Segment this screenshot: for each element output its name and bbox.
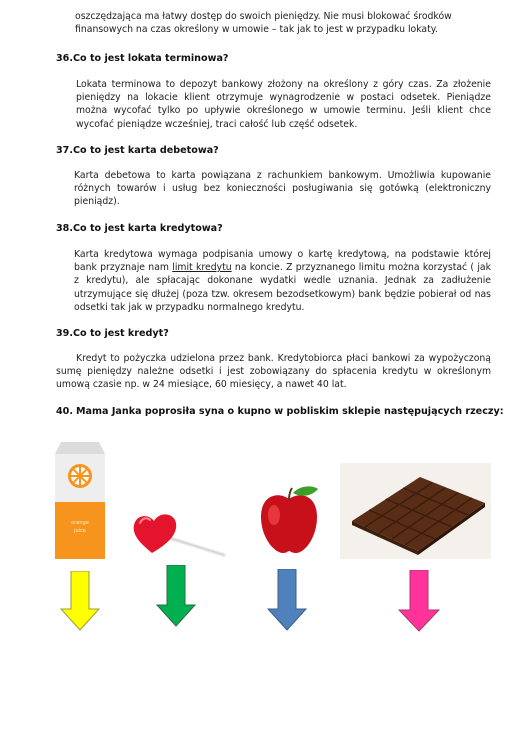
question-number: 36.	[56, 53, 73, 64]
question-number: 37.	[56, 145, 73, 156]
answer-36: Lokata terminowa to depozyt bankowy złożony na określony z góry czas. Za złożenie pieniędzy na lokacie klient otrzymuje wynagrodzenie w postaci odsetek. Pieniądze można wycofać tylko po upływie określonego w umowie terminu. Jeśli klient chce wycofać pieniądze wcześniej, traci całość lub część odsetek.	[76, 79, 491, 130]
blue-down-arrow-icon	[267, 569, 307, 631]
intro-line-1: oszczędzająca ma łatwy dostęp do swoich pieniędzy. Nie musi blokować środków	[75, 11, 452, 22]
heart-lollipop-image	[130, 505, 226, 560]
question-number: 40.	[56, 406, 73, 417]
intro-paragraph	[75, 10, 491, 36]
orange-juice-carton-image	[55, 442, 105, 559]
carton-label-line-1: orange	[71, 520, 89, 526]
question-text: Co to jest karta kredytowa?	[73, 223, 223, 234]
question-number: 38.	[56, 223, 73, 234]
credit-limit-link[interactable]: limit kredytu	[172, 262, 232, 274]
intro-line-2: finansowych na czas określony w umowie – tak jak to jest w przypadku lokaty.	[75, 24, 438, 36]
question-text: Mama Janka poprosiła syna o kupno w pobliskim sklepie następujących rzeczy:	[76, 406, 504, 417]
question-38	[56, 222, 223, 235]
question-number: 39.	[56, 328, 73, 339]
question-text: Co to jest kredyt?	[73, 328, 169, 339]
answer-38	[74, 248, 491, 314]
green-down-arrow-icon	[156, 565, 196, 627]
question-text: Co to jest lokata terminowa?	[73, 53, 229, 64]
carton-label-line-2: juice	[74, 528, 86, 534]
question-37	[56, 144, 219, 157]
question-40	[56, 405, 504, 418]
red-apple-image	[258, 485, 320, 555]
answer-38-part-2: na koncie. Z przyznanego limitu można korzystać ( jak z kredytu), ale spłacając dokonane wydatki wedle uznania. Jednak za zadłużenie utrzymujące się dłużej (poza tzw. okresem bezodsetkowym) bank będzie pobierał od nas odsetki tak jak w przypadku normalnego kredytu.	[74, 262, 491, 313]
question-text: Co to jest karta debetowa?	[73, 145, 219, 156]
chocolate-bar-image	[340, 463, 491, 559]
question-39	[56, 327, 169, 340]
question-36	[56, 52, 229, 65]
pink-down-arrow-icon	[398, 570, 440, 632]
chocolate-bar-graphic	[340, 463, 491, 559]
answer-37: Karta debetowa to karta powiązana z rachunkiem bankowym. Umożliwia kupowanie różnych towarów i usług bez konieczności posługiwania się gotówką (elektroniczny pieniądz).	[74, 170, 491, 208]
answer-39: Kredyt to pożyczka udzielona przez bank. Kredytobiorca płaci bankowi za wypożyczoną sumę pieniędzy należne odsetki i jest zobowiązany do spłacenia kredytu w określonym umową czasie np. w 24 miesiące, 60 miesięcy, a nawet 40 lat.	[56, 353, 491, 391]
yellow-down-arrow-icon	[60, 571, 100, 631]
answer-38-part-1: Karta kredytowa wymaga podpisania umowy o kartę kredytową, na podstawie której bank przyznaje nam	[74, 249, 491, 274]
